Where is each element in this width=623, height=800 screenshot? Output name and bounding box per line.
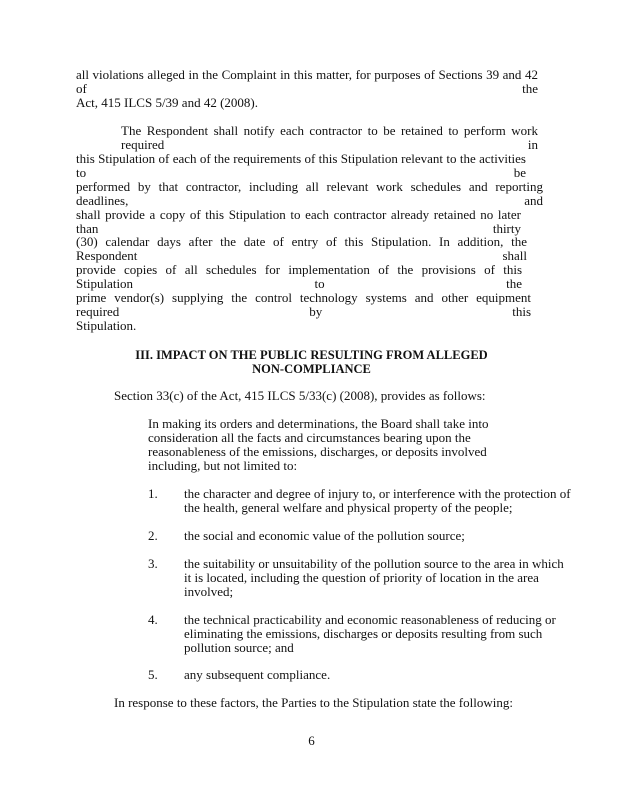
closing-text: In response to these factors, the Parties to the Stipulation state the following: <box>114 695 513 710</box>
item-text: the technical practicability and economic reasonableness of reducing or <box>184 612 556 627</box>
quote-line: In making its orders and determinations, the Board shall take into <box>148 416 489 431</box>
item-text: any subsequent compliance. <box>184 667 331 682</box>
body-text-line: The Respondent shall notify each contractor to be retained to perform work required in <box>121 123 538 152</box>
item-text: the social and economic value of the pollution source; <box>184 528 465 543</box>
section-heading: NON-COMPLIANCE <box>252 362 371 376</box>
body-text-line: Act, 415 ILCS 5/39 and 42 (2008). <box>76 95 258 110</box>
item-text: it is located, including the question of priority of location in the area <box>184 570 539 585</box>
section-heading: III. IMPACT ON THE PUBLIC RESULTING FROM ALLEGED <box>135 348 488 362</box>
item-text: the suitability or unsuitability of the pollution source to the area in which <box>184 556 564 571</box>
item-number: 1. <box>148 486 158 501</box>
item-number: 4. <box>148 612 158 627</box>
item-number: 5. <box>148 667 158 682</box>
body-text-line: shall provide a copy of this Stipulation to each contractor already retained no later than thirty <box>76 207 521 236</box>
item-text: pollution source; and <box>184 640 294 655</box>
quote-line: reasonableness of the emissions, discharges, or deposits involved <box>148 444 487 459</box>
item-text: eliminating the emissions, discharges or deposits resulting from such <box>184 626 543 641</box>
item-text: the health, general welfare and physical property of the people; <box>184 500 513 515</box>
quote-line: consideration all the facts and circumstances bearing upon the <box>148 430 471 445</box>
section-intro: Section 33(c) of the Act, 415 ILCS 5/33(c) (2008), provides as follows: <box>114 388 486 403</box>
item-text: involved; <box>184 584 234 599</box>
item-number: 2. <box>148 528 158 543</box>
body-text-line: prime vendor(s) supplying the control technology systems and other equipment required by this <box>76 290 531 319</box>
body-text-line: performed by that contractor, including all relevant work schedules and reporting deadlines, and <box>76 179 543 208</box>
body-text-line: provide copies of all schedules for implementation of the provisions of this Stipulation to the <box>76 262 522 291</box>
body-text-line: all violations alleged in the Complaint in this matter, for purposes of Sections 39 and 42 of the <box>76 67 538 96</box>
body-text-line: (30) calendar days after the date of entry of this Stipulation. In addition, the Respondent shall <box>76 234 527 263</box>
page-number: 6 <box>308 733 315 748</box>
body-text-line: Stipulation. <box>76 318 137 333</box>
body-text-line: this Stipulation of each of the requirements of this Stipulation relevant to the activities to be <box>76 151 526 180</box>
item-number: 3. <box>148 556 158 571</box>
item-text: the character and degree of injury to, or interference with the protection of <box>184 486 571 501</box>
quote-line: including, but not limited to: <box>148 458 298 473</box>
